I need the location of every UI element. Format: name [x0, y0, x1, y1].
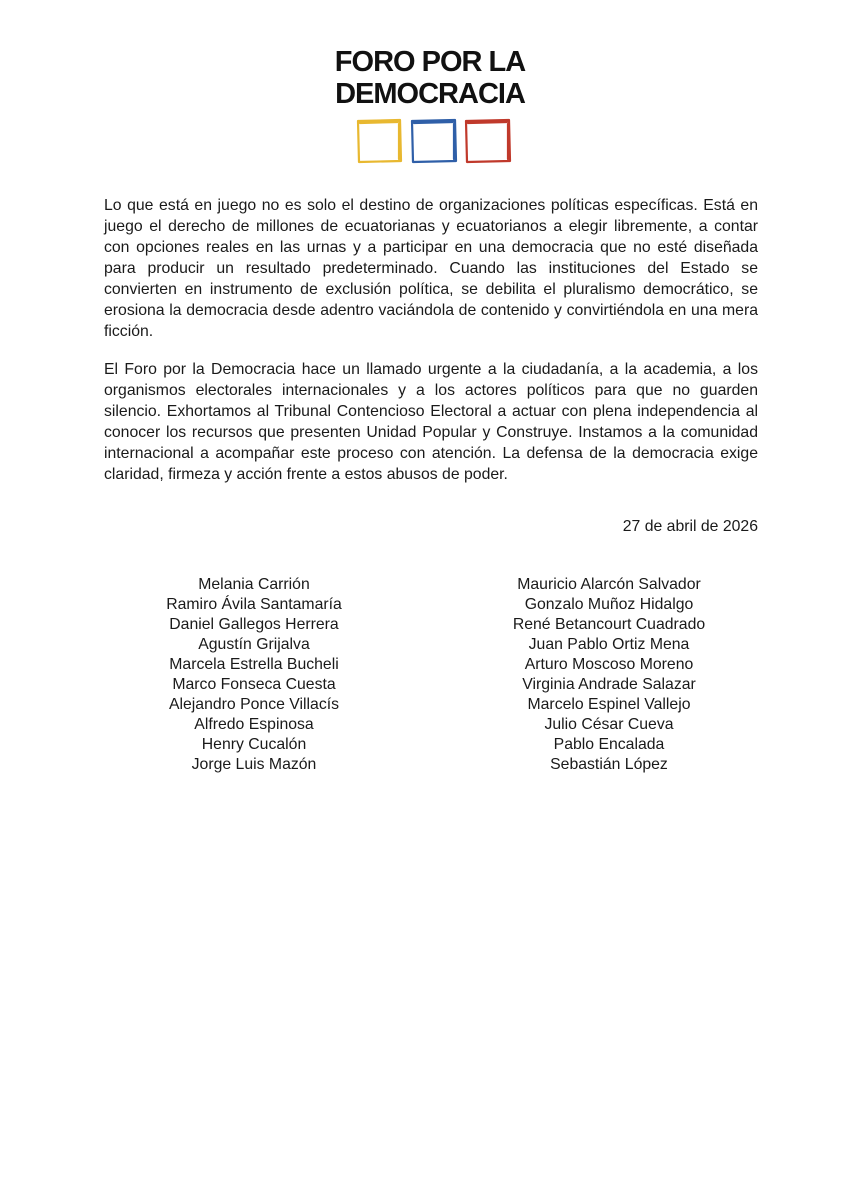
- logo-square-yellow: [358, 120, 401, 162]
- signatory-name: Marco Fonseca Cuesta: [172, 676, 336, 693]
- logo-text-line-2: DEMOCRACIA: [335, 78, 525, 110]
- signatory-name: Virginia Andrade Salazar: [522, 676, 696, 693]
- logo-text-line-1: FORO POR LA: [334, 46, 526, 78]
- logo: [320, 46, 540, 110]
- signatory-name: Ramiro Ávila Santamaría: [166, 596, 342, 613]
- signatory-name: Jorge Luis Mazón: [191, 756, 317, 773]
- signatory-name: Marcelo Espinel Vallejo: [527, 696, 691, 713]
- signatory-name: Sebastián López: [550, 756, 668, 773]
- signatory-name: Gonzalo Muñoz Hidalgo: [524, 596, 694, 613]
- signatory-name: Daniel Gallegos Herrera: [169, 616, 339, 633]
- signatory-name: Alfredo Espinosa: [194, 716, 314, 733]
- signatories-right-column: [479, 575, 739, 775]
- signatory-name: Mauricio Alarcón Salvador: [517, 576, 701, 593]
- document-date: 27 de abril de 2026: [622, 518, 758, 535]
- logo-square-blue: [412, 120, 456, 162]
- body-paragraph-2: El Foro por la Democracia hace un llamado urgente a la ciudadanía, a la academia, a los organismos electorales internacionales y a los actores políticos para que no guarden silencio. Exhortamos al Tribunal Contencioso Electoral a actuar con plena independencia al conocer los recursos que presenten Unidad Popular y Construye. Instamos a la comunidad internacional a acompañar este proceso con atención. La defensa de la democracia exige claridad, firmeza y acción frente a estos abusos de poder.: [104, 361, 758, 483]
- signatory-name: Melania Carrión: [198, 576, 310, 593]
- signatory-name: Marcela Estrella Bucheli: [169, 656, 339, 673]
- signatory-name: Henry Cucalón: [201, 736, 307, 753]
- signatory-name: Julio César Cueva: [544, 716, 674, 733]
- signatory-name: René Betancourt Cuadrado: [512, 616, 706, 633]
- signatory-name: Alejandro Ponce Villacís: [168, 696, 340, 713]
- signatory-name: Pablo Encalada: [553, 736, 665, 753]
- signatory-name: Arturo Moscoso Moreno: [524, 656, 694, 673]
- signatory-name: Juan Pablo Ortiz Mena: [528, 636, 690, 653]
- signatory-name: Agustín Grijalva: [198, 636, 310, 653]
- signatories-left-column: [124, 575, 384, 775]
- body-paragraph-1: Lo que está en juego no es solo el destino de organizaciones políticas específicas. Está en juego el derecho de millones de ecuatorianas y ecuatorianos a elegir libremente, a contar con opciones reales en las urnas y a participar en una democracia que no esté diseñada para producir un resultado predeterminado. Cuando las instituciones del Estado se convierten en instrumento de exclusión política, se debilita el pluralismo democrático, se erosiona la democracia desde adentro vaciándola de contenido y convirtiéndola en una mera ficción.: [104, 197, 758, 340]
- logo-square-red: [466, 120, 510, 162]
- logo-squares-icon: [356, 118, 516, 164]
